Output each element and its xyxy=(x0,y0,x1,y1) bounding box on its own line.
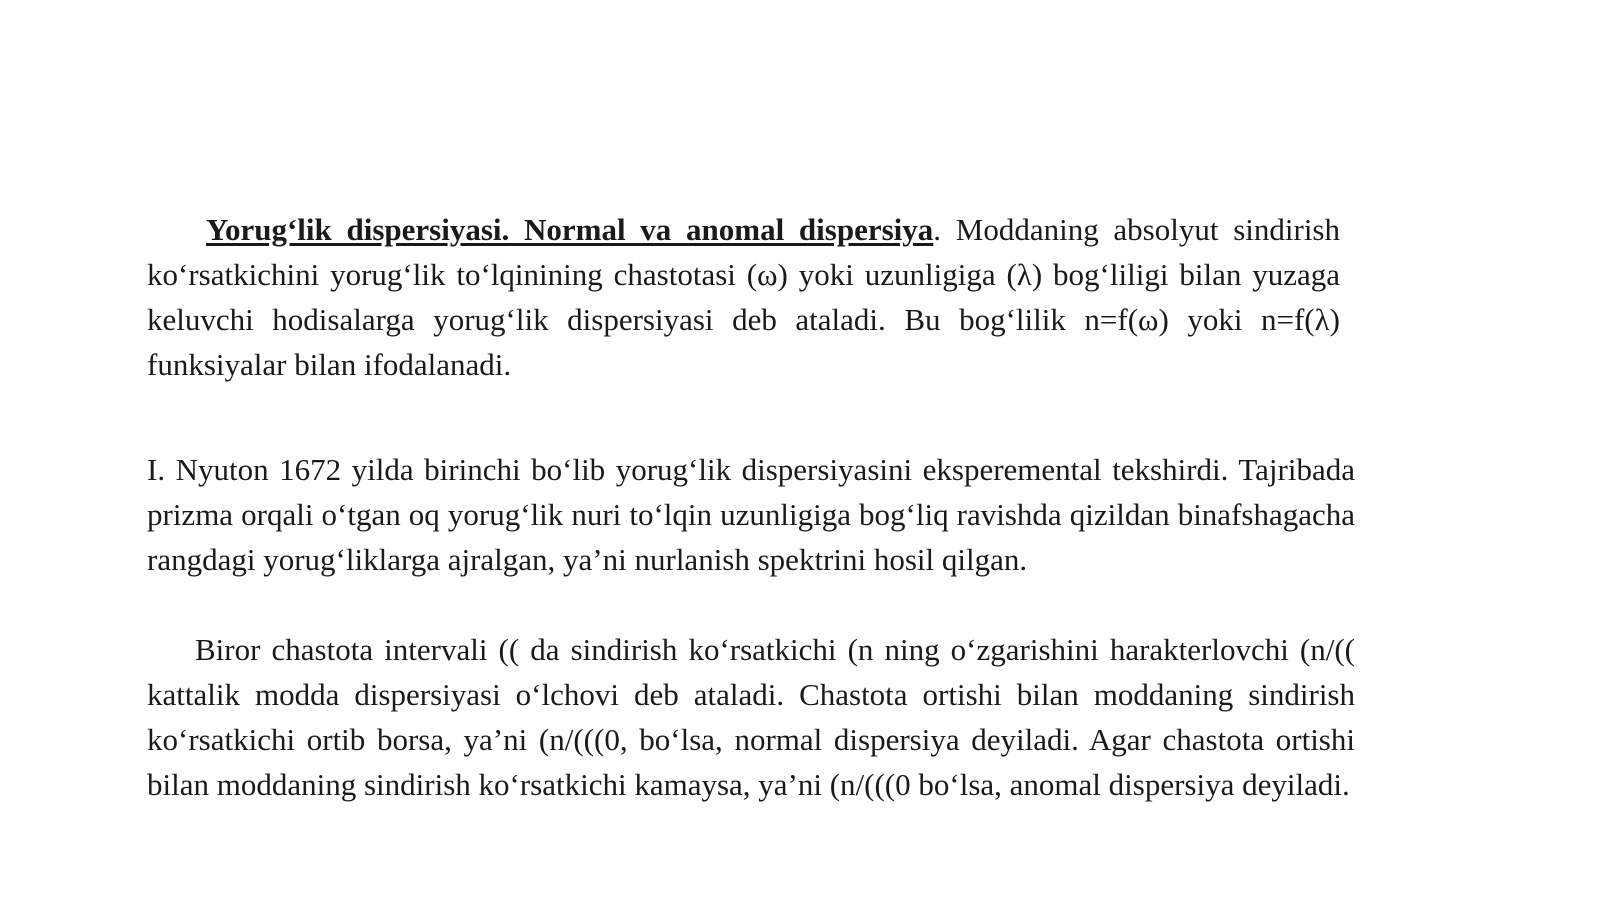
title-period: . xyxy=(933,212,942,247)
paragraph-dispersion-measure: Biror chastota intervali (( da sindirish ko‘rsatkichi (n ning o‘zgarishini harakterlovchi (n/(( kattalik modda dispersiyasi o‘lchovi deb ataladi. Chastota ortishi bilan moddaning sindirish ko‘rsatkichi ortib borsa, ya’ni (n/(((0, bo‘lsa, normal dispersiya deyiladi. Agar chastota ortishi bilan moddaning sindirish ko‘rsatkichi kamaysa, ya’ni (n/(((0 bo‘lsa, anomal dispersiya deyiladi. xyxy=(147,632,1355,802)
paragraph-newton: I. Nyuton 1672 yilda birinchi bo‘lib yorug‘lik dispersiyasini eksperemental tekshirdi. Tajribada prizma orqali o‘tgan oq yorug‘lik nuri to‘lqin uzunligiga bog‘liq ravishda qizildan binafshagacha rangdagi yorug‘liklarga ajralgan, ya’ni nurlanish spektrini hosil qilgan. xyxy=(147,452,1355,577)
section-title: Yorug‘lik dispersiyasi. Normal va anomal dispersiya xyxy=(206,212,934,247)
definition-text: Moddaning absolyut sindirish ko‘rsatkichini yorug‘lik to‘lqinining chastotasi (ω) yoki uzunligiga (λ) bog‘liligi bilan yuzaga keluvchi hodisalarga yorug‘lik dispersiyasi deb ataladi. Bu bog‘lilik n=f(ω) yoki n=f(λ) funksiyalar bilan ifodalanadi. xyxy=(147,212,1340,382)
paragraph-definition xyxy=(147,207,1340,387)
